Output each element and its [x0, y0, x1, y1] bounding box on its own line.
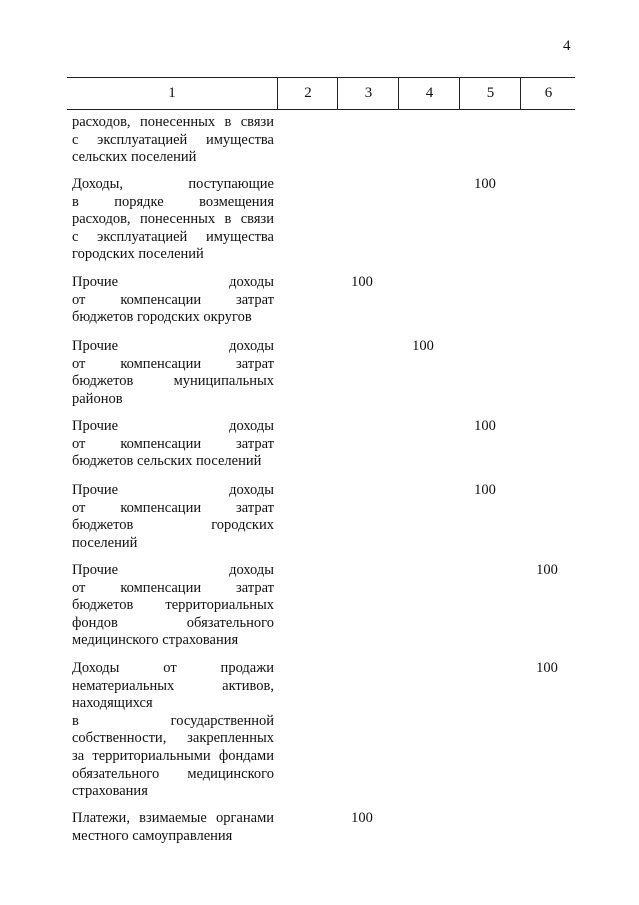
header-col-5: 5 — [459, 78, 521, 109]
description-line: городских поселений — [72, 246, 204, 263]
description-line: обязательного медицинского — [72, 765, 274, 782]
description-line: бюджетов городских округов — [72, 309, 252, 326]
row-description — [72, 418, 274, 471]
description-line: поселений — [72, 534, 138, 551]
header-col-6: 6 — [520, 78, 576, 109]
description-line: собственности, закрепленных — [72, 730, 274, 747]
description-line: находящихся — [72, 695, 153, 712]
description-line: Прочие доходы — [72, 338, 274, 354]
description-line: сельских поселений — [72, 149, 197, 166]
description-line: бюджетов городских — [72, 517, 274, 534]
description-line: от компенсации затрат — [72, 291, 274, 308]
description-line: Доходы от продажи — [72, 660, 274, 676]
row-value: 100 — [474, 482, 496, 498]
row-value: 100 — [351, 810, 373, 826]
description-line: районов — [72, 390, 123, 407]
description-line: бюджетов территориальных — [72, 597, 274, 614]
description-line: страхования — [72, 783, 148, 800]
header-col-4: 4 — [398, 78, 460, 109]
description-line: бюджетов муниципальных — [72, 373, 274, 390]
description-line: от компенсации затрат — [72, 499, 274, 516]
header-col-1: 1 — [168, 85, 176, 101]
row-description — [72, 176, 274, 264]
row-value: 100 — [536, 660, 558, 676]
row-value: 100 — [536, 562, 558, 578]
row-value: 100 — [474, 176, 496, 192]
description-line: от компенсации затрат — [72, 435, 274, 452]
row-description — [72, 338, 274, 408]
description-line: за территориальными фондами — [72, 747, 274, 764]
description-line: в государственной — [72, 712, 274, 729]
description-line: от компенсации затрат — [72, 579, 274, 596]
table-header — [67, 77, 575, 110]
row-value: 100 — [351, 274, 373, 290]
description-line: Доходы, поступающие — [72, 176, 274, 192]
description-line: фондов обязательного — [72, 614, 274, 631]
row-description — [72, 114, 274, 167]
header-col-3: 3 — [337, 78, 399, 109]
row-description — [72, 660, 274, 801]
description-line: нематериальных активов, — [72, 677, 274, 694]
description-line: медицинского страхования — [72, 632, 239, 649]
description-line: Платежи, взимаемые органами — [72, 810, 274, 826]
header-col-2: 2 — [277, 78, 338, 109]
row-description — [72, 274, 274, 327]
description-line: бюджетов сельских поселений — [72, 453, 262, 470]
description-line: с эксплуатацией имущества — [72, 228, 274, 245]
description-line: расходов, понесенных в связи — [72, 211, 274, 228]
row-description — [72, 482, 274, 552]
description-line: в порядке возмещения — [72, 193, 274, 210]
page-number: 4 — [563, 38, 571, 54]
description-line: Прочие доходы — [72, 274, 274, 290]
description-line: Прочие доходы — [72, 418, 274, 434]
description-line: с эксплуатацией имущества — [72, 131, 274, 148]
description-line: Прочие доходы — [72, 482, 274, 498]
row-description — [72, 810, 274, 845]
row-value: 100 — [412, 338, 434, 354]
description-line: расходов, понесенных в связи — [72, 114, 274, 130]
description-line: Прочие доходы — [72, 562, 274, 578]
row-value: 100 — [474, 418, 496, 434]
row-description — [72, 562, 274, 650]
description-line: от компенсации затрат — [72, 355, 274, 372]
description-line: местного самоуправления — [72, 827, 233, 844]
